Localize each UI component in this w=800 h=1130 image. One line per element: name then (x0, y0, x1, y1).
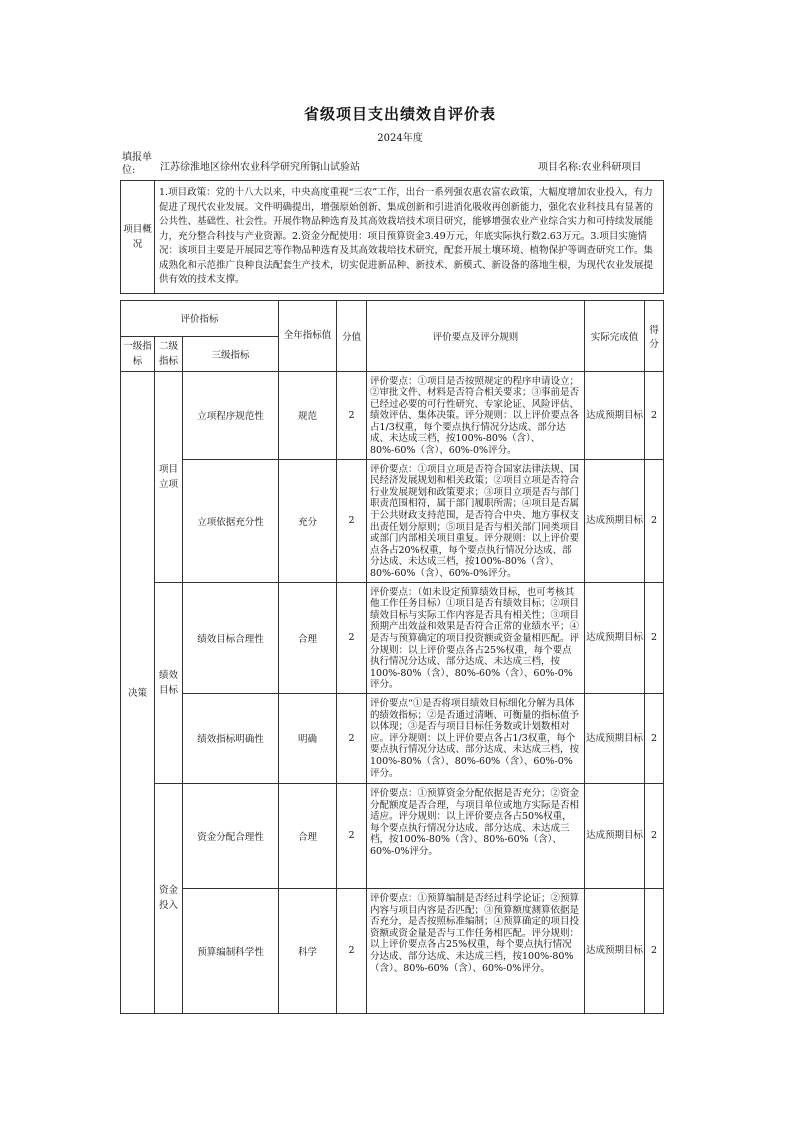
overview-row (121, 181, 664, 294)
overview-text: 1.项目政策：党的十八大以来，中央高度重视“三农”工作，出台一系列强农惠农富农政策，大幅度增加农业投入，有力促进了现代农业发展。文件明确提出，增强原始创新、集成创新和引进消化吸收再创新能力，强化农业科技具有显著的公共性、基础性、社会性。开展作物品种选育及其高效栽培技术项目研究，能够增强农业产业综合实力和可持续发展能力，充分整合科技与产业资源。2.资金分配使用：项目预算资金3.49万元，年底实际执行数2.63万元。3.项目实施情况：该项目主要是开展园艺等作物品种选育及其高效栽培技术研究，配套开展土壤环境、植物保护等调查研究工作。集成熟化和示范推广良种良法配套生产技术，切实促进新品种、新技术、新模式、新设备的落地生根，为现代农业发展提供有效的技术支撑。 (155, 181, 664, 294)
actual-value: 达成预期目标 (585, 582, 645, 693)
score: 2 (337, 582, 367, 693)
rules-text: 评价要点：①项目是否按照规定的程序申请设立；②审批文件、材料是否符合相关要求；③事前是否已经过必要的可行性研究、专家论证、风险评估、绩效评估、集体决策。评分规则：以上评价要点各占1/3权重，每个要点执行情况分达成、部分达成、未达成三档，按100%-80%（含）、80%-60%（含）、60%-0%评分。 (367, 371, 585, 459)
points: 2 (645, 371, 664, 459)
level3-indicator: 资金分配合理性 (183, 783, 279, 888)
col-score: 分值 (337, 300, 367, 371)
annual-value: 充分 (279, 459, 337, 582)
score: 2 (337, 888, 367, 1013)
level1-decision: 决策 (121, 371, 155, 1013)
rules-text: 评价要点：①预算资金分配依据是否充分；②资金分配额度是否合理，与项目单位或地方实际是否相适应。评分规则：以上评价要点各占50%权重，每个要点执行情况分达成、部分达成、未达成三档，按100%-80%（含）、80%-60%（含）、60%-0%评分。 (367, 783, 585, 888)
annual-value: 规范 (279, 371, 337, 459)
actual-value: 达成预期目标 (585, 693, 645, 783)
rules-text: 评价要点“①是否将项目绩效目标细化分解为具体的绩效指标；②是否通过清晰、可衡量的指标值予以体现；③是否与项目目标任务数或计划数相对应。评分规则：以上评价要点各占1/3权重，每个要点执行情况分达成、部分达成、未达成三档，按100%-80%（含）、80%-60%（含）、60%-0%评分。 (367, 693, 585, 783)
table-row (121, 459, 664, 582)
actual-value: 达成预期目标 (585, 888, 645, 1013)
actual-value: 达成预期目标 (585, 459, 645, 582)
report-year: 2024年度 (377, 133, 423, 144)
table-row (121, 783, 664, 888)
col-actual: 实际完成值 (585, 300, 645, 371)
table-row (121, 582, 664, 693)
table-row (121, 693, 664, 783)
unit-label: 填报单位: (122, 152, 152, 176)
col-level2: 二级指标 (155, 336, 183, 371)
score: 2 (337, 371, 367, 459)
level2-performance-target: 绩效目标 (155, 582, 183, 783)
score: 2 (337, 693, 367, 783)
points: 2 (645, 693, 664, 783)
rules-text: 评价要点：（如未设定预算绩效目标，也可考核其他工作任务目标）①项目是否有绩效目标；②项目绩效目标与实际工作内容是否具有相关性；③项目预期产出效益和效果是否符合正常的业绩水平；④是否与预算确定的项目投资额或资金量相匹配。评分规则：以上评价要点各占25%权重，每个要点执行情况分达成、部分达成、未达成三档，按100%-80%（含）、80%-60%（含）、60%-0%评分。 (367, 582, 585, 693)
col-points: 得分 (645, 300, 664, 371)
points: 2 (645, 582, 664, 693)
unit-value: 江苏徐淮地区徐州农业科学研究所铜山试验站 (160, 162, 360, 173)
actual-value: 达成预期目标 (585, 371, 645, 459)
annual-value: 合理 (279, 783, 337, 888)
score: 2 (337, 783, 367, 888)
points: 2 (645, 783, 664, 888)
points: 2 (645, 459, 664, 582)
rules-text: 评价要点：①预算编制是否经过科学论证；②预算内容与项目内容是否匹配；③预算额度测算依据是否充分，是否按照标准编制；④预算确定的项目投资额或资金量是否与工作任务相匹配。评分规则：以上评价要点各占25%权重，每个要点执行情况分达成、部分达成、未达成三档，按100%-80%（含）、80%-60%（含）、60%-0%评分。 (367, 888, 585, 1013)
col-level1: 一级指标 (121, 336, 155, 371)
col-annual-value: 全年指标值 (279, 300, 337, 371)
actual-value: 达成预期目标 (585, 783, 645, 888)
points: 2 (645, 888, 664, 1013)
level3-indicator: 绩效目标合理性 (183, 582, 279, 693)
annual-value: 科学 (279, 888, 337, 1013)
level3-indicator: 立项程序规范性 (183, 371, 279, 459)
level3-indicator: 绩效指标明确性 (183, 693, 279, 783)
col-level3: 三级指标 (183, 336, 279, 371)
project-name: 项目名称:农业科研项目 (538, 162, 642, 173)
page-title: 省级项目支出绩效自评价表 (303, 105, 496, 123)
table-row (121, 888, 664, 1013)
rules-text: 评价要点：①项目立项是否符合国家法律法规、国民经济发展规划和相关政策；②项目立项是否符合行业发展规划和政策要求；③项目立项是否与部门职责范围相符，属于部门履职所需；④项目是否属于公共财政支持范围，是否符合中央、地方事权支出责任划分原则；⑤项目是否与相关部门同类项目或部门内部相关项目重复。评分规则：以上评价要点各占20%权重，每个要点执行情况分达成、部分达成、未达成三档，按100%-80%（含）、80%-60%（含）、60%-0%评分。 (367, 459, 585, 582)
level3-indicator: 立项依据充分性 (183, 459, 279, 582)
col-rules: 评价要点及评分规则 (367, 300, 585, 371)
header-row-1 (121, 300, 664, 336)
overview-label: 项目概况 (121, 181, 155, 294)
level2-project-setup: 项目立项 (155, 371, 183, 582)
evaluation-table (120, 180, 664, 1014)
level2-fund-input: 资金投入 (155, 783, 183, 1013)
col-indicators: 评价指标 (121, 300, 279, 336)
table-row (121, 371, 664, 459)
level3-indicator: 预算编制科学性 (183, 888, 279, 1013)
annual-value: 明确 (279, 693, 337, 783)
score: 2 (337, 459, 367, 582)
spacer-row (121, 293, 664, 300)
annual-value: 合理 (279, 582, 337, 693)
